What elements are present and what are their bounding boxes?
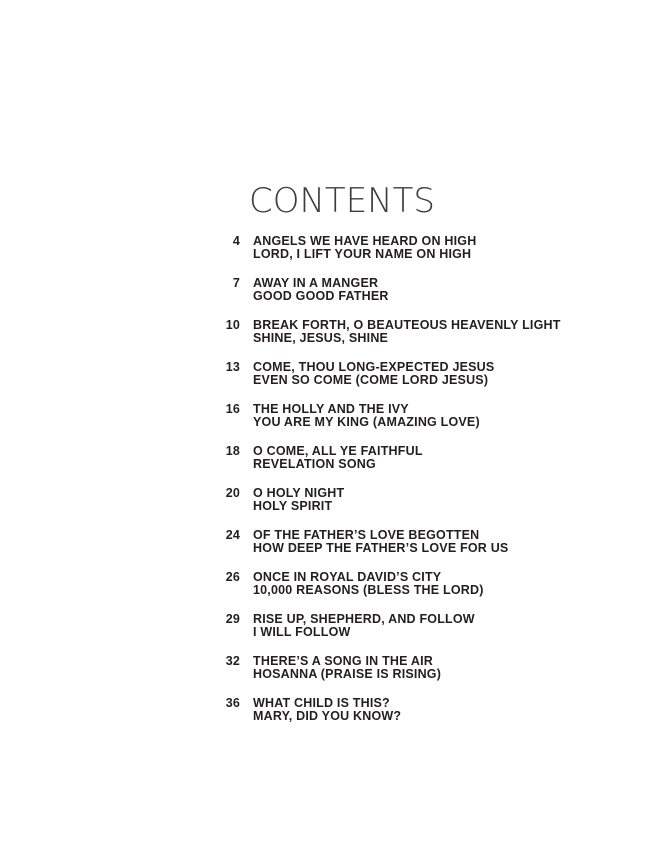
entry-titles [253, 655, 441, 681]
song-title: REVELATION SONG [253, 457, 376, 471]
toc-entry [218, 697, 578, 723]
toc-entry [218, 277, 578, 303]
entry-titles [253, 235, 476, 261]
page-title: CONTENTS [249, 181, 435, 221]
song-title: I WILL FOLLOW [253, 625, 351, 639]
page-number: 20 [225, 486, 240, 500]
song-title: YOU ARE MY KING (AMAZING LOVE) [253, 415, 480, 429]
entry-titles [253, 613, 475, 639]
entry-titles [253, 403, 480, 429]
song-title: HOW DEEP THE FATHER’S LOVE FOR US [253, 541, 509, 555]
page-number: 4 [232, 234, 240, 248]
carol-title: O HOLY NIGHT [253, 486, 345, 500]
toc-entry [218, 571, 578, 597]
toc-entry [218, 487, 578, 513]
carol-title: OF THE FATHER’S LOVE BEGOTTEN [253, 528, 480, 542]
page-number: 16 [225, 402, 240, 416]
entry-titles [253, 319, 561, 345]
song-title: 10,000 REASONS (BLESS THE LORD) [253, 583, 484, 597]
carol-title: AWAY IN A MANGER [253, 276, 379, 290]
song-title: MARY, DID YOU KNOW? [253, 709, 402, 723]
song-title: LORD, I LIFT YOUR NAME ON HIGH [253, 247, 472, 261]
page-number: 13 [225, 360, 240, 374]
toc-entry [218, 445, 578, 471]
carol-title: COME, THOU LONG-EXPECTED JESUS [253, 360, 495, 374]
toc-entry [218, 403, 578, 429]
song-title: HOSANNA (PRAISE IS RISING) [253, 667, 442, 681]
toc-entry [218, 613, 578, 639]
table-of-contents [218, 235, 578, 739]
carol-title: O COME, ALL YE FAITHFUL [253, 444, 423, 458]
song-title: HOLY SPIRIT [253, 499, 333, 513]
carol-title: THE HOLLY AND THE IVY [253, 402, 409, 416]
song-title: SHINE, JESUS, SHINE [253, 331, 389, 345]
song-title: EVEN SO COME (COME LORD JESUS) [253, 373, 489, 387]
toc-entry [218, 361, 578, 387]
page-number: 18 [225, 444, 240, 458]
carol-title: RISE UP, SHEPHERD, AND FOLLOW [253, 612, 475, 626]
page-number: 26 [225, 570, 240, 584]
entry-titles [253, 487, 344, 513]
toc-entry [218, 655, 578, 681]
toc-entry [218, 319, 578, 345]
page-number: 32 [225, 654, 240, 668]
toc-entry [218, 529, 578, 555]
entry-titles [253, 571, 484, 597]
page-number: 29 [225, 612, 240, 626]
page-number: 36 [225, 696, 240, 710]
entry-titles [253, 361, 494, 387]
entry-titles [253, 529, 508, 555]
page-number: 7 [232, 276, 240, 290]
page-number: 24 [225, 528, 240, 542]
entry-titles [253, 445, 423, 471]
page-number: 10 [225, 318, 240, 332]
carol-title: WHAT CHILD IS THIS? [253, 696, 390, 710]
entry-titles [253, 277, 389, 303]
carol-title: ONCE IN ROYAL DAVID’S CITY [253, 570, 442, 584]
carol-title: ANGELS WE HAVE HEARD ON HIGH [253, 234, 477, 248]
carol-title: BREAK FORTH, O BEAUTEOUS HEAVENLY LIGHT [253, 318, 561, 332]
toc-entry [218, 235, 578, 261]
song-title: GOOD GOOD FATHER [253, 289, 389, 303]
carol-title: THERE’S A SONG IN THE AIR [253, 654, 434, 668]
entry-titles [253, 697, 401, 723]
